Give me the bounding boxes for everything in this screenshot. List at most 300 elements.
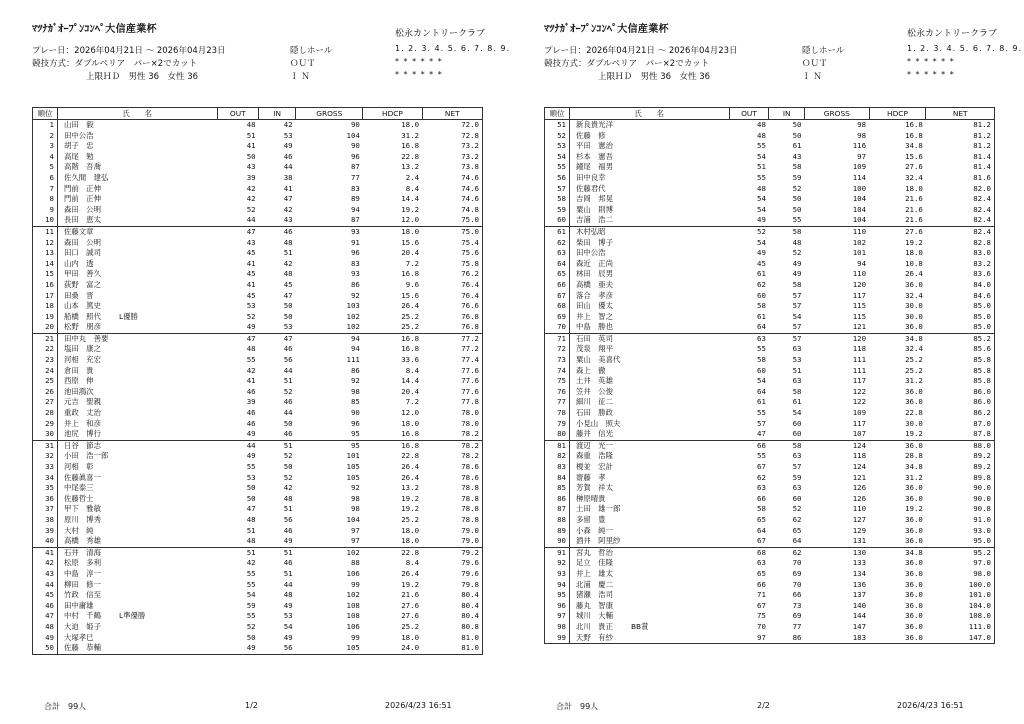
in-cell-text: 54 [283, 621, 293, 631]
table-row [545, 344, 995, 355]
net-cell [422, 131, 482, 142]
rank-cell-text: 54 [557, 151, 566, 161]
out-cell-text: 41 [246, 376, 256, 386]
out-cell-text: 49 [246, 643, 256, 653]
name-cell-text: 田中公浩 [576, 248, 606, 258]
net-cell-text: 78.8 [461, 493, 479, 503]
out-cell-text: 61 [757, 311, 766, 321]
name-cell [58, 366, 218, 377]
gross-cell-text: 86 [350, 279, 360, 289]
net-cell-text: 81.4 [973, 162, 991, 172]
net-cell-text: 73.2 [461, 141, 479, 151]
hdcp-cell [869, 376, 926, 387]
name-cell-text: 佐藤眞喜一 [64, 472, 101, 482]
name-cell [58, 536, 218, 547]
out-cell [217, 248, 259, 259]
rank-cell-text: 77 [557, 397, 566, 407]
out-cell-text: 50 [246, 493, 256, 503]
table-header-row [545, 108, 995, 120]
out-cell [729, 366, 769, 377]
name-cell-text: 中尾泰三 [64, 483, 94, 493]
in-cell [769, 590, 805, 601]
name-cell-text: 齋藤 孝 [576, 472, 606, 482]
name-cell-text: 木村弘昭 [576, 226, 606, 236]
gross-cell-text: 98 [350, 493, 360, 503]
in-cell [259, 376, 296, 387]
name-cell-text: 松野 朋彦 [64, 322, 101, 332]
name-cell [58, 269, 218, 280]
in-cell [259, 515, 296, 526]
rank-cell-text: 88 [557, 514, 566, 524]
gross-cell [805, 504, 870, 515]
rank-cell [33, 451, 58, 462]
out-cell [217, 344, 259, 355]
table-row [33, 622, 483, 633]
hdcp-cell-text: 16.8 [401, 141, 420, 151]
in-cell [769, 558, 805, 569]
hdcp-cell-text: 18.0 [401, 525, 420, 535]
out-cell [729, 226, 769, 237]
name-cell-text: 佐藤 恭輔 [64, 643, 101, 653]
gross-cell-text: 96 [350, 248, 360, 258]
table-row [545, 601, 995, 612]
name-cell-text: 高橋 亜夫 [576, 279, 613, 289]
table-row [545, 590, 995, 601]
net-cell [926, 483, 995, 494]
rank-cell-text: 81 [557, 440, 566, 450]
net-cell-text: 90.0 [973, 493, 991, 503]
net-cell-text: 78.2 [461, 429, 479, 439]
out-cell [729, 387, 769, 398]
rank-cell-text: 5 [49, 162, 54, 172]
hdcp-cell-text: 36.0 [905, 579, 923, 589]
out-cell [217, 173, 259, 184]
out-cell [217, 301, 259, 312]
in-cell-text: 51 [283, 547, 293, 557]
hdcp-cell-text: 36.0 [905, 611, 923, 621]
name-cell-text: 細川 征二 [576, 397, 613, 407]
name-cell [58, 580, 218, 591]
hdcp-cell [869, 141, 926, 152]
name-cell [570, 569, 730, 580]
in-cell-text: 58 [792, 386, 802, 396]
gross-cell [296, 440, 363, 451]
net-cell [926, 141, 995, 152]
rank-cell [33, 494, 58, 505]
rank-cell-text: 79 [557, 418, 566, 428]
rank-cell-text: 4 [49, 151, 54, 161]
table-row [33, 590, 483, 601]
hdcp-cell-text: 30.0 [905, 311, 923, 321]
rank-cell [545, 558, 570, 569]
rank-cell-text: 69 [557, 311, 566, 321]
hdcp-cell [363, 590, 422, 601]
net-cell [422, 355, 482, 366]
table-row [33, 355, 483, 366]
out-cell-text: 62 [757, 472, 766, 482]
in-cell [259, 184, 296, 195]
net-cell [926, 494, 995, 505]
name-cell-text: 森重 浩隆 [576, 451, 613, 461]
in-cell [259, 494, 296, 505]
hdcp-cell [363, 184, 422, 195]
name-cell [58, 333, 218, 344]
name-cell [58, 611, 218, 622]
name-cell-text: 塩田 康之 [64, 344, 101, 354]
club-name: 松永カントリークラブ [907, 29, 998, 39]
rank-cell [545, 173, 570, 184]
net-cell [926, 280, 995, 291]
hdcp-cell [869, 162, 926, 173]
table-row [33, 333, 483, 344]
name-cell-text: 榊原晴貴 [576, 493, 606, 503]
out-cell-text: 54 [757, 237, 766, 247]
net-cell [422, 184, 482, 195]
in-cell [259, 633, 296, 644]
out-cell [217, 569, 259, 580]
net-cell-text: 147.0 [968, 632, 991, 642]
in-cell [769, 215, 805, 226]
rank-cell [545, 238, 570, 249]
rank-cell [33, 376, 58, 387]
award-note: L優勝 [118, 311, 138, 321]
net-cell-text: 76.8 [461, 322, 479, 332]
out-cell-text: 43 [246, 237, 256, 247]
name-cell-text: 猪瀬 浩司 [576, 590, 613, 600]
table-row [545, 633, 995, 644]
out-cell-text: 45 [246, 248, 256, 258]
out-cell [729, 504, 769, 515]
rank-cell [33, 269, 58, 280]
rank-cell-text: 9 [49, 204, 54, 214]
net-cell [422, 173, 482, 184]
net-cell-text: 79.2 [461, 547, 479, 557]
rank-cell [545, 515, 570, 526]
out-cell [729, 451, 769, 462]
gross-cell [805, 131, 870, 142]
name-cell [58, 515, 218, 526]
hdcp-cell [869, 633, 926, 644]
name-cell [58, 322, 218, 333]
net-cell [422, 569, 482, 580]
hdcp-cell-text: 27.6 [401, 611, 420, 621]
name-cell-text: 佐久間 建弘 [64, 172, 109, 182]
hdcp-cell [363, 131, 422, 142]
out-hidden-value: * * * * * * [395, 57, 443, 66]
out-cell-text: 67 [757, 600, 766, 610]
hdcp-cell-text: 22.8 [905, 408, 923, 418]
net-cell [926, 408, 995, 419]
net-cell [422, 483, 482, 494]
out-cell [217, 397, 259, 408]
name-cell [58, 504, 218, 515]
out-cell [729, 355, 769, 366]
rank-cell [33, 483, 58, 494]
name-cell [58, 173, 218, 184]
in-cell [259, 215, 296, 226]
name-cell-text: 藤丸 智康 [576, 600, 613, 610]
rank-cell-text: 57 [557, 183, 566, 193]
net-cell-text: 81.2 [973, 141, 991, 151]
in-cell [259, 504, 296, 515]
hdcp-cell [869, 547, 926, 558]
rank-cell [33, 280, 58, 291]
hdcp-cell [869, 173, 926, 184]
net-cell-text: 80.4 [461, 590, 479, 600]
rank-cell [545, 366, 570, 377]
in-cell [259, 397, 296, 408]
gross-cell [296, 622, 363, 633]
name-cell [570, 205, 730, 216]
in-cell-text: 46 [283, 151, 293, 161]
name-cell-text: 井上 和彦 [64, 418, 101, 428]
name-cell-text: 元吉 聖親 [64, 397, 101, 407]
gross-cell [805, 312, 870, 323]
out-cell-text: 55 [757, 172, 766, 182]
gross-cell-text: 122 [852, 386, 867, 396]
in-cell [259, 419, 296, 430]
rank-cell-text: 90 [557, 536, 566, 546]
table-row [33, 643, 483, 654]
name-cell-text: 森田 公明 [64, 237, 101, 247]
out-cell-text: 52 [246, 311, 256, 321]
out-cell [217, 611, 259, 622]
out-cell [729, 419, 769, 430]
hdcp-cell [869, 355, 926, 366]
gross-cell-text: 136 [852, 579, 867, 589]
name-cell-text: 山田 毅 [64, 120, 94, 129]
rank-cell [545, 536, 570, 547]
out-cell [217, 120, 259, 131]
rank-cell-text: 18 [45, 301, 54, 311]
name-cell [570, 611, 730, 622]
net-cell [422, 205, 482, 216]
col-rank: 順位 [33, 108, 58, 120]
net-cell [926, 569, 995, 580]
rank-cell [545, 376, 570, 387]
out-cell-text: 64 [757, 525, 766, 535]
hdcp-cell [363, 547, 422, 558]
in-cell [769, 622, 805, 633]
in-cell [259, 569, 296, 580]
table-row [33, 259, 483, 270]
gross-cell [296, 333, 363, 344]
table-row [545, 473, 995, 484]
name-cell [58, 238, 218, 249]
name-cell-text: 平田 憲治 [576, 141, 613, 151]
table-row [545, 515, 995, 526]
rank-cell [545, 633, 570, 644]
gross-cell-text: 131 [852, 536, 867, 546]
name-cell [58, 131, 218, 142]
in-hidden-value: * * * * * * [395, 70, 443, 79]
name-cell-text: 北川 貴正 [576, 621, 613, 631]
gross-cell [805, 580, 870, 591]
table-row [545, 494, 995, 505]
gross-cell-text: 90 [350, 408, 360, 418]
out-cell-text: 65 [757, 568, 766, 578]
hdcp-cell-text: 32.4 [905, 290, 923, 300]
hdcp-cell-text: 7.2 [405, 258, 420, 268]
table-row [33, 536, 483, 547]
rank-cell [545, 462, 570, 473]
in-cell [259, 301, 296, 312]
gross-cell [296, 269, 363, 280]
hdcp-cell-text: 18.0 [905, 248, 923, 258]
table-row [545, 419, 995, 430]
out-cell [217, 643, 259, 654]
gross-cell-text: 116 [852, 141, 867, 151]
net-cell [926, 611, 995, 622]
table-row [33, 397, 483, 408]
rank-cell [33, 344, 58, 355]
hdcp-cell-text: 10.8 [905, 258, 923, 268]
in-cell-text: 52 [283, 451, 293, 461]
net-cell [926, 397, 995, 408]
gross-cell-text: 122 [852, 397, 867, 407]
rank-cell [33, 333, 58, 344]
gross-cell [296, 322, 363, 333]
net-cell-text: 89.2 [973, 462, 991, 471]
net-cell-text: 85.6 [973, 344, 991, 354]
gross-cell-text: 85 [350, 397, 360, 407]
rank-cell [33, 611, 58, 622]
net-cell [926, 301, 995, 312]
in-cell-text: 58 [792, 440, 802, 450]
in-cell-text: 43 [283, 215, 293, 225]
gross-cell-text: 92 [350, 290, 360, 300]
in-cell [769, 280, 805, 291]
table-row [545, 215, 995, 226]
hdcp-cell [869, 387, 926, 398]
hdcp-cell [363, 344, 422, 355]
rank-cell-text: 94 [557, 579, 566, 589]
rank-cell-text: 71 [557, 333, 566, 343]
net-cell-text: 75.0 [461, 226, 479, 236]
net-cell-text: 85.0 [973, 322, 991, 332]
in-cell [769, 355, 805, 366]
name-cell [58, 643, 218, 654]
hdcp-cell-text: 16.8 [905, 130, 923, 140]
net-cell [926, 269, 995, 280]
table-row [545, 440, 995, 451]
table-row [545, 205, 995, 216]
hdcp-cell [363, 536, 422, 547]
hdcp-cell-text: 22.8 [401, 151, 420, 161]
gross-cell [805, 120, 870, 131]
hdcp-cell [363, 462, 422, 473]
net-cell-text: 76.4 [461, 290, 479, 300]
out-cell-text: 49 [246, 322, 256, 332]
out-cell-text: 54 [246, 590, 256, 600]
table-row [545, 173, 995, 184]
out-cell-text: 41 [246, 258, 256, 268]
hdcp-cell-text: 36.0 [905, 568, 923, 578]
out-cell-text: 70 [757, 621, 766, 631]
gross-cell [296, 312, 363, 323]
name-cell-text: 石井 清海 [64, 547, 101, 557]
hdcp-cell [869, 473, 926, 484]
net-cell-text: 75.6 [461, 248, 479, 258]
rank-cell-text: 20 [45, 322, 54, 332]
net-cell [422, 215, 482, 226]
in-cell [769, 226, 805, 237]
net-cell [926, 419, 995, 430]
net-cell [422, 462, 482, 473]
name-cell-text: 落合 孝彦 [576, 290, 613, 300]
name-cell [570, 280, 730, 291]
name-cell [570, 515, 730, 526]
rank-cell [33, 622, 58, 633]
net-cell-text: 82.4 [973, 215, 991, 225]
table-row [33, 429, 483, 440]
out-cell [729, 194, 769, 205]
hdcp-cell-text: 18.0 [401, 632, 420, 642]
in-cell [769, 515, 805, 526]
out-cell [217, 547, 259, 558]
rank-cell [33, 312, 58, 323]
in-cell-text: 62 [792, 547, 802, 557]
net-cell [422, 397, 482, 408]
out-cell [217, 387, 259, 398]
hdcp-cell [363, 526, 422, 537]
award-note: L準優勝 [118, 611, 146, 621]
gross-cell [805, 162, 870, 173]
in-cell [259, 131, 296, 142]
table-row [33, 205, 483, 216]
hdcp-cell [869, 301, 926, 312]
gross-cell-text: 86 [350, 365, 360, 375]
out-cell [217, 238, 259, 249]
gross-cell-text: 93 [350, 269, 360, 279]
name-cell-text: 北浦 慶二 [576, 579, 613, 589]
gross-cell-text: 115 [852, 301, 867, 311]
net-cell [926, 558, 995, 569]
in-cell-text: 56 [283, 355, 293, 365]
net-cell-text: 104.0 [968, 600, 991, 610]
rank-cell [545, 622, 570, 633]
name-cell-text: 長田 恵太 [64, 215, 101, 225]
rank-cell [33, 366, 58, 377]
net-cell [422, 580, 482, 591]
net-cell [422, 344, 482, 355]
out-cell-text: 50 [246, 483, 256, 493]
rank-cell-text: 96 [557, 600, 566, 610]
out-cell-text: 66 [757, 579, 766, 589]
in-cell-text: 44 [283, 579, 293, 589]
page-number: 2/2 [757, 701, 770, 710]
out-cell [217, 259, 259, 270]
name-cell [570, 408, 730, 419]
in-cell-text: 49 [283, 600, 293, 610]
rank-cell-text: 86 [557, 493, 566, 503]
out-cell [217, 515, 259, 526]
out-cell-text: 63 [757, 558, 766, 568]
out-cell [729, 526, 769, 537]
gross-cell-text: 117 [852, 418, 867, 428]
gross-cell [296, 141, 363, 152]
name-cell [58, 601, 218, 612]
in-cell-text: 51 [283, 504, 293, 514]
net-cell [926, 526, 995, 537]
in-cell [259, 312, 296, 323]
net-cell-text: 87.8 [973, 429, 991, 439]
in-cell-text: 57 [792, 462, 802, 471]
in-cell [259, 152, 296, 163]
name-cell [570, 633, 730, 644]
in-cell [769, 419, 805, 430]
results-table [32, 107, 483, 655]
